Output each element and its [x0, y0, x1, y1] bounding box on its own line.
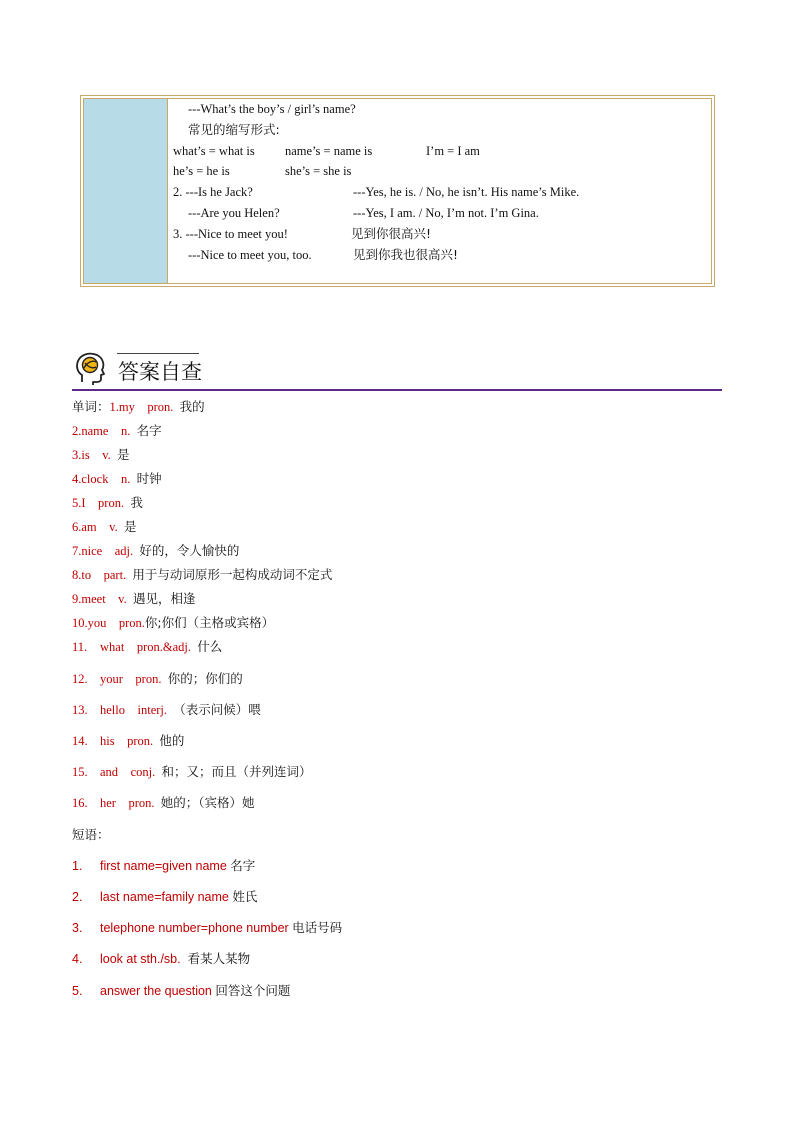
phrase-en: last name=family name	[100, 890, 229, 904]
word-en: is	[81, 448, 90, 462]
phrase-item-2	[72, 889, 257, 905]
phrase-en: telephone number=phone number	[100, 921, 289, 935]
word-num: 5.	[72, 496, 82, 510]
phrase-cn: 名字	[230, 858, 256, 873]
phrase-en: first name=given name	[100, 859, 227, 873]
table-line-shes: she’s = she is	[285, 164, 352, 178]
word-meaning: 是	[123, 519, 137, 534]
phrase-num: 4.	[72, 952, 83, 966]
table-line-im: I’m = I am	[426, 144, 480, 158]
thinking-head-icon	[74, 351, 108, 385]
word-item-2	[72, 423, 162, 439]
word-num: 13.	[72, 703, 88, 717]
word-num: 9.	[72, 592, 82, 606]
phrases-label-line	[72, 827, 110, 843]
table-line-nice-to-meet: 3. ---Nice to meet you!	[173, 227, 288, 241]
table-line-nice-too-cn: 见到你我也很高兴!	[353, 247, 459, 262]
phrase-num: 2.	[72, 890, 83, 904]
word-meaning: 是	[117, 447, 130, 462]
word-meaning: 我	[130, 495, 143, 510]
table-line-names: name’s = name is	[285, 144, 373, 158]
word-num: 16.	[72, 796, 88, 810]
table-line-hes: he’s = he is	[173, 164, 230, 178]
word-en: to	[81, 568, 92, 582]
table-line-abbr-title: 常见的缩写形式:	[188, 122, 280, 137]
word-meaning: 你的；你们的	[167, 671, 243, 686]
word-en: hello	[100, 703, 125, 717]
words-label: 单词：	[72, 399, 110, 414]
word-item-13	[72, 702, 261, 718]
word-meaning: 她的；（宾格）她	[160, 795, 255, 810]
word-item-4	[72, 471, 162, 487]
word-en: meet	[81, 592, 106, 606]
word-meaning: 用于与动词原形一起构成动词不定式	[132, 567, 333, 582]
word-num: 1.	[109, 400, 119, 414]
table-line-nice-too: ---Nice to meet you, too.	[188, 248, 312, 262]
word-pos: pron.	[147, 400, 174, 414]
word-pos: pron.	[118, 616, 145, 630]
phrase-cn: 姓氏	[232, 889, 258, 904]
word-item-11	[72, 639, 222, 655]
table-line-is-he-jack: 2. ---Is he Jack?	[173, 185, 253, 199]
word-pos: v.	[109, 520, 118, 534]
word-num: 3.	[72, 448, 82, 462]
word-num: 12.	[72, 672, 88, 686]
phrase-item-3	[72, 920, 342, 936]
word-pos: pron.	[98, 496, 125, 510]
word-en: I	[81, 496, 86, 510]
word-en: and	[100, 765, 119, 779]
word-num: 11.	[72, 640, 88, 654]
word-meaning: 好的，令人愉快的	[139, 543, 240, 558]
word-meaning: 什么	[197, 639, 223, 654]
word-item-15	[72, 764, 311, 780]
word-pos: part.	[103, 568, 127, 582]
phrase-cn: 电话号码	[292, 920, 343, 935]
word-item-1	[72, 399, 205, 415]
word-pos: v.	[118, 592, 127, 606]
phrase-item-4	[72, 951, 250, 967]
word-item-9	[72, 591, 196, 607]
word-item-12	[72, 671, 243, 687]
word-pos: n.	[120, 424, 131, 438]
word-meaning: 你;你们（主格或宾格）	[144, 615, 275, 630]
phrase-cn: 看某人某物	[187, 951, 251, 966]
word-num: 8.	[72, 568, 82, 582]
word-num: 4.	[72, 472, 82, 486]
word-pos: conj.	[130, 765, 156, 779]
phrase-cn: 回答这个问题	[215, 983, 291, 998]
section-title: 答案自查	[118, 360, 202, 384]
word-en: am	[81, 520, 97, 534]
heading-top-line	[117, 353, 199, 354]
phrase-num: 3.	[72, 921, 83, 935]
word-item-10	[72, 615, 274, 631]
word-pos: n.	[120, 472, 131, 486]
phrase-num: 1.	[72, 859, 83, 873]
phrase-item-1	[72, 858, 255, 874]
word-pos: pron.	[135, 672, 162, 686]
word-meaning: 时钟	[136, 471, 162, 486]
word-item-3	[72, 447, 130, 463]
phrase-item-5	[72, 983, 290, 999]
phrases-label: 短语：	[72, 827, 110, 842]
word-pos: pron.	[127, 734, 154, 748]
word-num: 2.	[72, 424, 82, 438]
phrase-num: 5.	[72, 984, 83, 998]
table-line-yes-he-is: ---Yes, he is. / No, he isn’t. His name’s Mike.	[353, 185, 580, 199]
word-en: you	[87, 616, 107, 630]
word-item-14	[72, 733, 184, 749]
word-meaning: 名字	[136, 423, 162, 438]
word-meaning: （表示问候）喂	[173, 702, 261, 717]
word-item-7	[72, 543, 239, 559]
word-pos: pron.	[128, 796, 155, 810]
word-pos: adj.	[114, 544, 134, 558]
word-meaning: 遇见，相逢	[133, 591, 196, 606]
table-label-cell	[84, 99, 168, 283]
word-en: nice	[81, 544, 103, 558]
word-en: my	[118, 400, 135, 414]
heading-rule	[72, 389, 722, 391]
word-en: clock	[81, 472, 109, 486]
word-item-5	[72, 495, 143, 511]
word-en: his	[100, 734, 115, 748]
phrase-en: answer the question	[100, 984, 212, 998]
word-num: 6.	[72, 520, 82, 534]
word-pos: interj.	[137, 703, 168, 717]
word-pos: v.	[102, 448, 111, 462]
word-item-6	[72, 519, 137, 535]
word-meaning: 我的	[179, 399, 205, 414]
word-en: her	[100, 796, 116, 810]
word-meaning: 和；又；而且（并列连词）	[161, 764, 312, 779]
word-item-16	[72, 795, 255, 811]
table-line-are-you-helen: ---Are you Helen?	[188, 206, 280, 220]
word-item-8	[72, 567, 332, 583]
table-line-whats: what’s = what is	[173, 144, 255, 158]
word-en: name	[81, 424, 109, 438]
word-num: 10.	[72, 616, 88, 630]
word-en: your	[100, 672, 123, 686]
word-pos: pron.&adj.	[136, 640, 191, 654]
word-meaning: 他的	[159, 733, 185, 748]
table-line-yes-i-am: ---Yes, I am. / No, I’m not. I’m Gina.	[353, 206, 539, 220]
word-num: 14.	[72, 734, 88, 748]
phrase-en: look at sth./sb.	[100, 952, 181, 966]
table-line-question: ---What’s the boy’s / girl’s name?	[188, 102, 356, 116]
word-en: what	[100, 640, 125, 654]
word-num: 15.	[72, 765, 88, 779]
word-num: 7.	[72, 544, 82, 558]
table-line-nice-cn: 见到你很高兴!	[351, 226, 432, 241]
